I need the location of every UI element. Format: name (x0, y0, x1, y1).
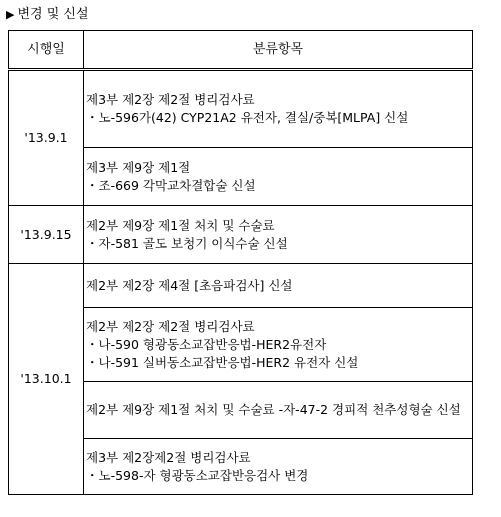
item-detail: ・조-669 각막교차결합술 신설 (86, 177, 256, 193)
section-title: 변경 및 신설 (17, 7, 89, 22)
table-row (9, 206, 473, 264)
item-title: 제2부 제2장 제2절 병리검사료 (86, 318, 255, 334)
effective-date-cell: '13.10.1 (9, 264, 84, 495)
effective-date-cell: '13.9.1 (9, 70, 84, 206)
item-detail: ・나-591 실버동소교잡반응법-HER2 유전자 신설 (86, 354, 359, 370)
item-title: 제3부 제2장제2절 병리검사료 (86, 449, 251, 465)
item-title: 제2부 제9장 제1절 처치 및 수술료 (86, 217, 275, 233)
table-row (9, 264, 473, 308)
change-table (8, 30, 473, 495)
item-detail: ・노-598-자 형광동소교잡반응검사 변경 (86, 467, 309, 483)
item-title: 제2부 제2장 제4절 [초음파검사] 신설 (86, 277, 293, 293)
classification-cell (84, 206, 473, 264)
header-effective-date: 시행일 (9, 31, 84, 70)
table-header-row (9, 31, 473, 70)
classification-cell (84, 308, 473, 382)
classification-cell (84, 439, 473, 495)
item-detail: ・노-596가(42) CYP21A2 유전자, 결실/중복[MLPA] 신설 (86, 110, 409, 125)
classification-cell (84, 148, 473, 206)
header-classification-item: 분류항목 (84, 31, 473, 70)
item-title: 제3부 제9장 제1절 (86, 159, 191, 175)
item-detail: ・자-581 골도 보청기 이식수술 신설 (86, 235, 288, 251)
classification-cell (84, 70, 473, 148)
table-row (9, 70, 473, 148)
classification-cell (84, 382, 473, 439)
classification-cell (84, 264, 473, 308)
effective-date-cell: '13.9.15 (9, 206, 84, 264)
item-detail: ・나-590 형광동소교잡반응법-HER2유전자 (86, 336, 327, 352)
item-title: 제3부 제2장 제2절 병리검사료 (86, 92, 255, 107)
triangle-bullet-icon: ▶ (6, 8, 15, 21)
section-heading (6, 7, 89, 23)
item-title: 제2부 제9장 제1절 처치 및 수술료 -자-47-2 경피적 천추성형술 신설 (86, 402, 461, 417)
